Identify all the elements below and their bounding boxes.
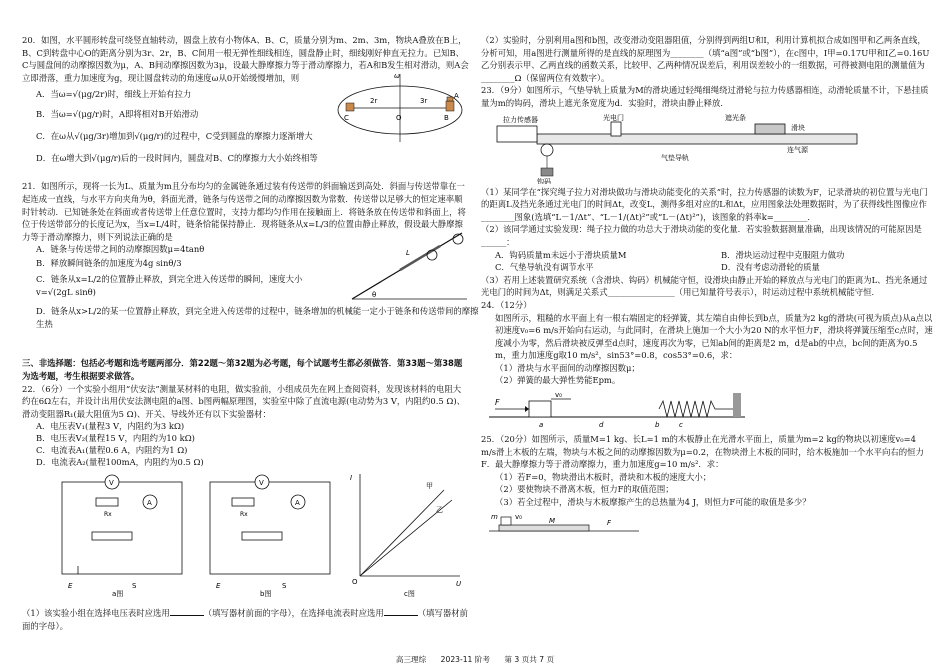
block-b [446,101,454,111]
q23-option-b: B．滑块运动过程中克服阻力做功 [721,249,845,260]
q21-option-a: A．链条与传送带之间的动摩擦因数μ=4tanθ [36,244,205,255]
left-column [22,34,479,642]
circuit-b [210,475,330,598]
label-b: B [444,114,449,123]
footer-page: 第 3 页共 7 页 [504,655,555,664]
emf-a-label: E [68,582,73,591]
pulley [541,144,553,156]
q20-stem: 20．如图，水平圆形转盘可绕竖直轴转动，圆盘上放有小物体A、B、C，质量分别为m、2m、3m，物块A叠放在B上，B、C到转盘中心O的距离分别为3r、2r，B、C间用一根无弹性细线相连，圆盘静止时，细线刚好伸直无拉力。已知B、C与圆盘间的动摩擦因数为μ，A、B间动摩擦因数为3μ，设最大静摩擦力等于滑动摩擦力，若A和B发生相对滑动，则A会立即滑落，重力加速度为g，现让圆盘转动的角速度ω从0开始缓慢增加，则 [22,35,469,83]
q22-ammeter-blank[interactable] [384,606,418,616]
photogate [611,122,621,136]
q22-item-d: D．电流表A₂(量程100mA，内阻约为0.5 Ω) [36,457,204,468]
length-label: L [406,249,410,258]
page-footer [0,654,950,665]
force-f-label: F [495,398,500,408]
block-c [346,103,354,111]
q21-option-c: C．链条从x=L/2的位置静止释放，到完全进入传送带的瞬间，速度大小v=√(2gL sinθ) [36,274,303,297]
point-b-label: b [655,421,660,430]
incline-figure [350,213,469,305]
caption-a: a图 [112,590,124,599]
force-f-25-label: F [607,518,612,527]
rx-b-label: Rx [240,511,248,519]
q25-part3: （3）若全过程中，滑块与木板摩擦产生的总热量为4 J，则恒力F可能的取值是多少？ [495,497,811,508]
line-jia [360,490,444,576]
spring [659,401,733,417]
slider-block [529,401,551,417]
mass-m-label: m [491,512,498,521]
air-track-figure [491,112,871,184]
wall [733,393,741,417]
label-c: C [344,114,349,123]
block [501,517,511,525]
ammeter-a-label: A [147,499,152,508]
yi-label: 乙 [436,506,443,515]
section-three-heading: 三、非选择题：包括必考题和选考题两部分．第22题～第32题为必考题，每个试题考生都必须做答．第33题～第38题为选考题，考生根据要求做答。 [22,358,463,381]
q23-option-c: C．气垫导轨没有调节水平 [495,262,594,273]
angle-label: θ [372,291,377,300]
q23-options [481,249,933,274]
q25-part1: （1）若F=0，物块滑出木板时，滑块和木板的速度大小； [495,471,712,482]
q22-part1-a: （1）该实验小组在选择电压表时应选用 [22,608,170,619]
gate-label: 光电门 [603,113,624,122]
emf-b-label: E [216,582,221,591]
switch-a-label: S [132,582,137,591]
board [499,525,589,531]
q22-item-a: A．电压表V₁(量程3 V，内阻约为3 kΩ) [36,421,185,432]
right-column [481,34,933,535]
q24-part1: （1）滑块与水平面间的动摩擦因数μ； [495,362,640,373]
graph-c [350,474,461,598]
q23-option-a: A．钩码质量m未远小于滑块质量M [495,249,627,260]
dist-3r-label: 3r [420,97,428,106]
q23-part3: （3）若用上述装置研究系统（含滑块、钩码）机械能守恒，设滑块由静止开始的释放点与光电门的距离为L、挡光条通过光电门的时间为Δt，则满足关系式________________（用已知量符号表示），时运动过程中系统机械能守恒． [481,274,928,298]
q22-stem: 22．（6分）一个实验小组用“伏安法”测量某材料的电阻，做实验前，小组成员先在网上查阅资料，发现该材料的电阻大约在6Ω左右，并设计出用伏安法测电阻的a图、b图两幅原理图，实验室中除了直流电源(电动势为3 V，内阻约0.5 Ω)、滑动变阻器R₁(最大阻值为5 Ω)、开关、导线外还有以下实验器材： [22,383,465,419]
q20-option-b: B．当ω=√(μg/r)时，A即将相对B开始滑动 [36,109,199,120]
footer-grade: 高三理综 [395,655,427,664]
q20-option-a: A．当ω=√(μg/2r)时，细线上开始有拉力 [36,89,192,100]
dist-2r-label: 2r [370,97,378,106]
axis-u-label: U [456,580,462,589]
q21-stem: 21．如图所示，现将一长为L、质量为m且分布均匀的金属链条通过装有传送带的斜面输送到高处．斜面与传送带靠在一起连成一直线，与水平方向夹角为θ，斜面光滑，链条与传送带之间的动摩擦因数为常数．传送带以足够大的恒定速率顺时针转动．已知链条处在斜面或者传送带上任意位置时，支持力都均匀作用在接触面上．将链条放在传送带和斜面上，将位于传送带部分的长度记为x，当x=L/4时，链条恰能保持静止．现将链条从x=L/3的位置由静止释放，假设最大静摩擦力等于滑动摩擦力，则下列说法正确的是 [22,181,466,242]
q23-part1: （1）某同学在“探究绳子拉力对滑块做功与滑块动能变化的关系”时，拉力传感器的读数为F，记录滑块的初位置与光电门的距离L及挡光条通过光电门的时间Δt，改变L，测得多组对应的L和Δt，应用图象法处理数据时，为了获得线性图像应作________图象(选填“L－1/Δt”、“L－1/(Δt)²”或“L－(Δt)²”)，该图象的斜率k=________． [481,186,928,222]
block-a [447,97,453,101]
board-figure [489,511,649,535]
circuit-a [62,475,182,598]
v0-label-25: v₀ [515,512,522,521]
q21-option-b: B．释放瞬间链条的加速度为4g sinθ/3 [36,258,182,269]
weight-label: 钩码 [537,177,551,184]
label-a: A [454,92,459,101]
caption-c: c图 [404,590,415,599]
spring-figure [489,389,749,429]
q20-option-d: D．在ω增大到√(μg/r)后的一段时间内，圆盘对B、C的摩擦力大小始终相等 [36,153,318,164]
point-d-label: d [599,421,604,430]
q23-option-d: D．没有考虑动滑轮的质量 [721,262,820,273]
force-sensor [497,126,537,142]
hook-weight [541,168,553,176]
q22-part1 [22,606,469,632]
ammeter-b-label: A [295,499,300,508]
q24-body: 如图所示，粗糙的水平面上有一根右端固定的轻弹簧，其左端自由伸长到b点，质量为2 kg的滑块(可视为质点)从a点以初速度v₀=6 m/s开始向右运动，与此同时，在滑块上施加一个大小为20 N的水平恒力F，滑块将弹簧压缩至c点时，速度减小为零，然后滑块被反弹至d点时，速度再次为零，已知ab间的距离是2 m，d是ab的中点，bc间的距离为0.5 m，重力加速度g取10 m/s²，sin53°=0.8，cos53°=0.6，求： [495,312,933,361]
q22-part1-b: （填写器材前面的字母），在选择电流表时应选用 [203,608,384,619]
turntable-figure [332,70,469,144]
mass-big-m-label: M [549,516,556,525]
q21-option-d: D．链条从x>L/2的某一位置静止释放，到完全进入传送带的过程中，链条增加的机械能一定小于链条和传送带间的摩擦生热 [36,306,479,329]
q22-voltmeter-blank[interactable] [170,606,204,616]
q20-option-c: C．在ω从√(μg/3r)增加到√(μg/r)的过程中，C受到圆盘的摩擦力逐渐增大 [36,131,313,142]
slider [755,124,785,134]
point-c-label: c [679,421,683,430]
omega-label: ω [394,72,400,81]
q21-options-block [22,243,479,339]
q22-item-b: B．电压表V₂(量程15 V，内阻约为10 kΩ) [36,433,195,444]
label-o: O [396,114,402,123]
rx-a-label: Rx [104,511,112,519]
shade-label: 遮光条 [725,113,746,122]
q24-stem: 24．（12分） [481,299,532,310]
sensor-label: 拉力传感器 [503,115,538,124]
caption-b: b图 [260,590,272,599]
voltmeter-a-label: V [109,479,114,488]
source-label: 连气源 [787,145,808,154]
axis-i-label: I [350,474,353,483]
jia-label: 甲 [426,482,433,491]
v0-label: v₀ [555,391,562,400]
q20-options-block [22,72,469,168]
q25-part2: （2）要使物块不滑离木板，恒力F的取值范围； [495,484,674,495]
q22-part2: （2）实验时，分别利用a图和b图，改变滑动变阻器阻值，分别得到两组U和I，利用计算机拟合成如图甲和乙两条直线，分析可知，用a图进行测量所得的是直线的原理图为________（填“a图”或“b图”），在c图中，I甲=0.17U甲和I乙=0.16U乙分别表示甲、乙两直线的函数关系，比较甲、乙两种情况误差后，利用误差较小的一组数据，可得被测电阻的测量值为________Ω（保留两位有效数字）。 [481,35,930,83]
rail-label: 气垫导轨 [661,153,689,162]
voltmeter-b-label: V [259,479,264,488]
q23-stem: 23．（9分）如图所示，气垫导轨上质量为M的滑块通过轻绳细绳绕过滑轮与拉力传感器相连，动滑轮质量不计，下悬挂质量为m的钩码，滑块上遮光条宽度为d．实验时，滑块由静止释放． [481,85,929,108]
q24-part2: （2）弹簧的最大弹性势能Epm。 [495,375,621,386]
q25-stem: 25．（20分）如图所示，质量M=1 kg、长L=1 m的木板静止在光滑水平面上，质量为m=2 kg的物块以初速度v₀=4 m/s滑上木板的左端，物块与木板之间的动摩擦因数为μ=0.2，在物块滑上木板的同时，给木板施加一个水平向右的恒力F．最大静摩擦力等于滑动摩擦力，重力加速度g=10 m/s²．求： [481,434,924,470]
air-track [537,134,857,144]
q22-item-c: C．电流表A₁(量程0.6 A，内阻约为1 Ω) [36,445,188,456]
point-a-label: a [539,421,544,430]
switch-b-label: S [282,582,287,591]
q23-part2: （2）该同学通过实验发现：绳子拉力做的功总大于滑块动能的变化量．若实验数据测量准确，出现该情况的可能原因是______： [481,224,922,247]
q22-block [22,420,469,642]
slider-label: 滑块 [791,123,805,132]
q22-part1-c: （填写器材前面的字母）。 [22,608,469,631]
circuit-figures [32,468,469,598]
footer-exam: 2023-11 阶考 [440,655,490,664]
origin-label: O [352,578,358,587]
